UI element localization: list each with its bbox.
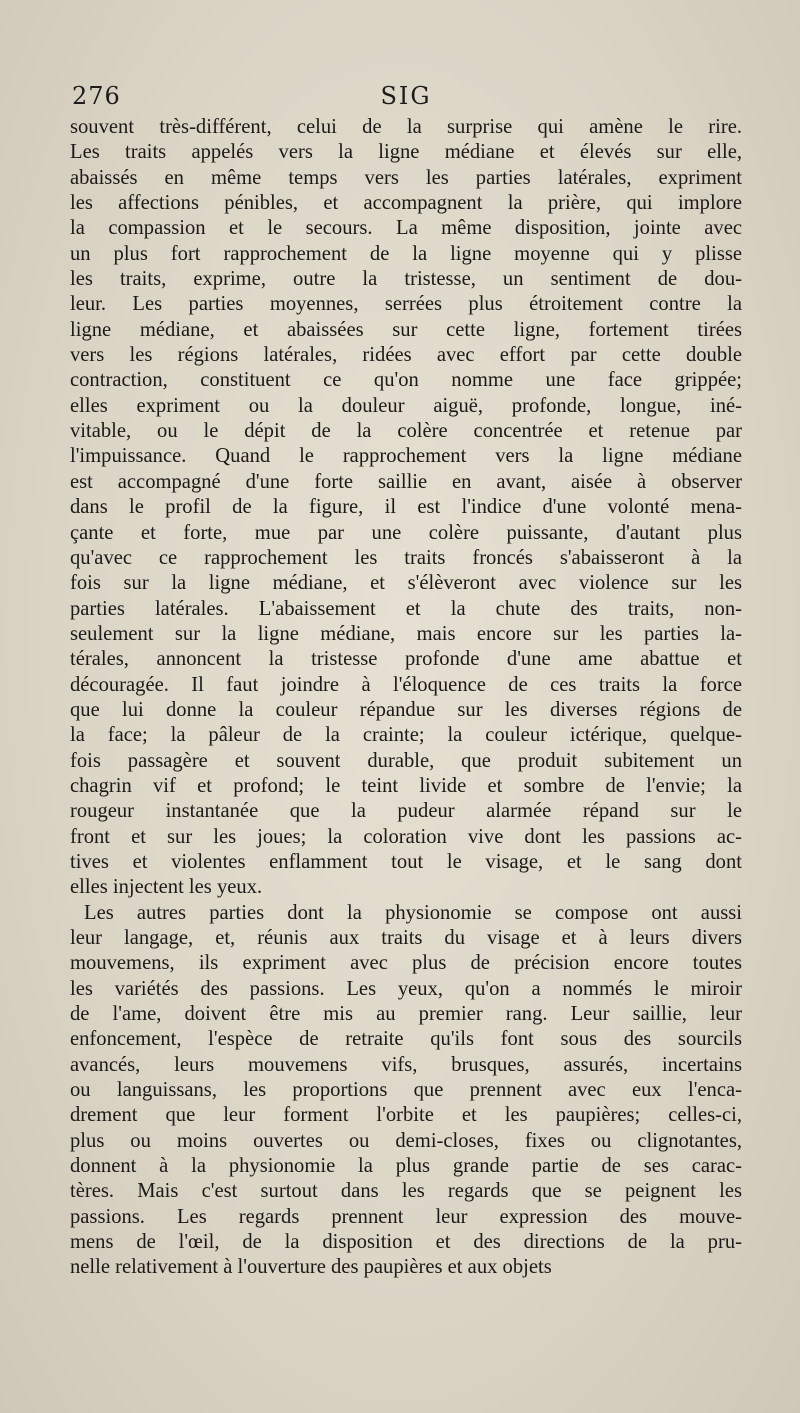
text-line: mens de l'œil, de la disposition et des directions de la pru- [70, 1231, 742, 1254]
text-line: la compassion et le secours. La même disposition, jointe avec [70, 217, 742, 240]
text-line: seulement sur la ligne médiane, mais encore sur les parties la- [70, 622, 742, 645]
text-line: elles expriment ou la douleur aiguë, profonde, longue, iné- [70, 394, 742, 417]
text-line: nelle relativement à l'ouverture des paupières et aux objets [70, 1256, 552, 1279]
text-line: de l'ame, doivent être mis au premier rang. Leur saillie, leur [70, 1003, 742, 1026]
page-header [72, 82, 740, 118]
text-line: dans le profil de la figure, il est l'indice d'une volonté mena- [70, 496, 742, 519]
text-line: les affections pénibles, et accompagnent la prière, qui implore [70, 192, 742, 215]
text-line: ou languissans, les proportions que prennent avec eux l'enca- [70, 1079, 742, 1102]
text-line: avancés, leurs mouvemens vifs, brusques, assurés, incertains [70, 1053, 742, 1076]
text-line: enfoncement, l'espèce de retraite qu'ils font sous des sourcils [70, 1028, 742, 1051]
text-line: chagrin vif et profond; le teint livide et sombre de l'envie; la [70, 774, 742, 797]
paragraph [70, 901, 742, 1281]
text-line: contraction, constituent ce qu'on nomme une face grippée; [70, 369, 742, 392]
text-line: fois sur la ligne médiane, et s'élèveront avec violence sur les [70, 572, 742, 595]
text-line: parties latérales. L'abaissement et la chute des traits, non- [70, 597, 742, 620]
text-line: tères. Mais c'est surtout dans les regards que se peignent les [70, 1180, 742, 1203]
text-line: Les autres parties dont la physionomie se compose ont aussi [84, 901, 742, 924]
text-line: rougeur instantanée que la pudeur alarmée répand sur le [70, 800, 742, 823]
paragraph [70, 115, 742, 901]
page-number: 276 [72, 82, 121, 110]
text-line: térales, annoncent la tristesse profonde d'une ame abattue et [70, 648, 742, 671]
text-line: un plus fort rapprochement de la ligne moyenne qui y plisse [70, 242, 742, 265]
text-line: vers les régions latérales, ridées avec effort par cette double [70, 344, 742, 367]
text-line: la face; la pâleur de la crainte; la couleur ictérique, quelque- [70, 724, 742, 747]
text-line: leur. Les parties moyennes, serrées plus étroitement contre la [70, 293, 742, 316]
text-line: ligne médiane, et abaissées sur cette ligne, fortement tirées [70, 318, 742, 341]
text-line: çante et forte, mue par une colère puissante, d'autant plus [70, 521, 742, 544]
text-line: les traits, exprime, outre la tristesse, un sentiment de dou- [70, 268, 742, 291]
text-line: front et sur les joues; la coloration vive dont les passions ac- [70, 825, 742, 848]
text-line: passions. Les regards prennent leur expression des mouve- [70, 1205, 742, 1228]
text-line: mouvemens, ils expriment avec plus de précision encore toutes [70, 952, 742, 975]
text-line: souvent très-différent, celui de la surprise qui amène le rire. [70, 116, 742, 138]
text-line: drement que leur forment l'orbite et les paupières; celles-ci, [70, 1104, 742, 1127]
text-line: découragée. Il faut joindre à l'éloquence de ces traits la force [70, 673, 742, 696]
text-line: elles injectent les yeux. [70, 876, 263, 899]
running-head: SIG [380, 82, 432, 110]
text-line: leur langage, et, réunis aux traits du visage et à leurs divers [70, 927, 742, 949]
text-line: fois passagère et souvent durable, que produit subitement un [70, 749, 742, 772]
text-line: tives et violentes enflamment tout le visage, et le sang dont [70, 850, 742, 873]
text-line: est accompagné d'une forte saillie en avant, aisée à observer [70, 470, 742, 493]
text-line: que lui donne la couleur répandue sur les diverses régions de [70, 698, 742, 721]
body-text [70, 115, 742, 1281]
text-line: abaissés en même temps vers les parties latérales, expriment [70, 166, 742, 189]
text-line: donnent à la physionomie la plus grande partie de ses carac- [70, 1155, 742, 1178]
text-line: les variétés des passions. Les yeux, qu'on a nommés le miroir [70, 977, 742, 1000]
text-line: plus ou moins ouvertes ou demi-closes, fixes ou clignotantes, [70, 1129, 742, 1152]
text-line: l'impuissance. Quand le rapprochement vers la ligne médiane [70, 445, 742, 468]
text-line: vitable, ou le dépit de la colère concentrée et retenue par [70, 420, 742, 443]
text-line: qu'avec ce rapprochement les traits froncés s'abaisseront à la [70, 546, 742, 569]
text-line: Les traits appelés vers la ligne médiane et élevés sur elle, [70, 141, 742, 164]
